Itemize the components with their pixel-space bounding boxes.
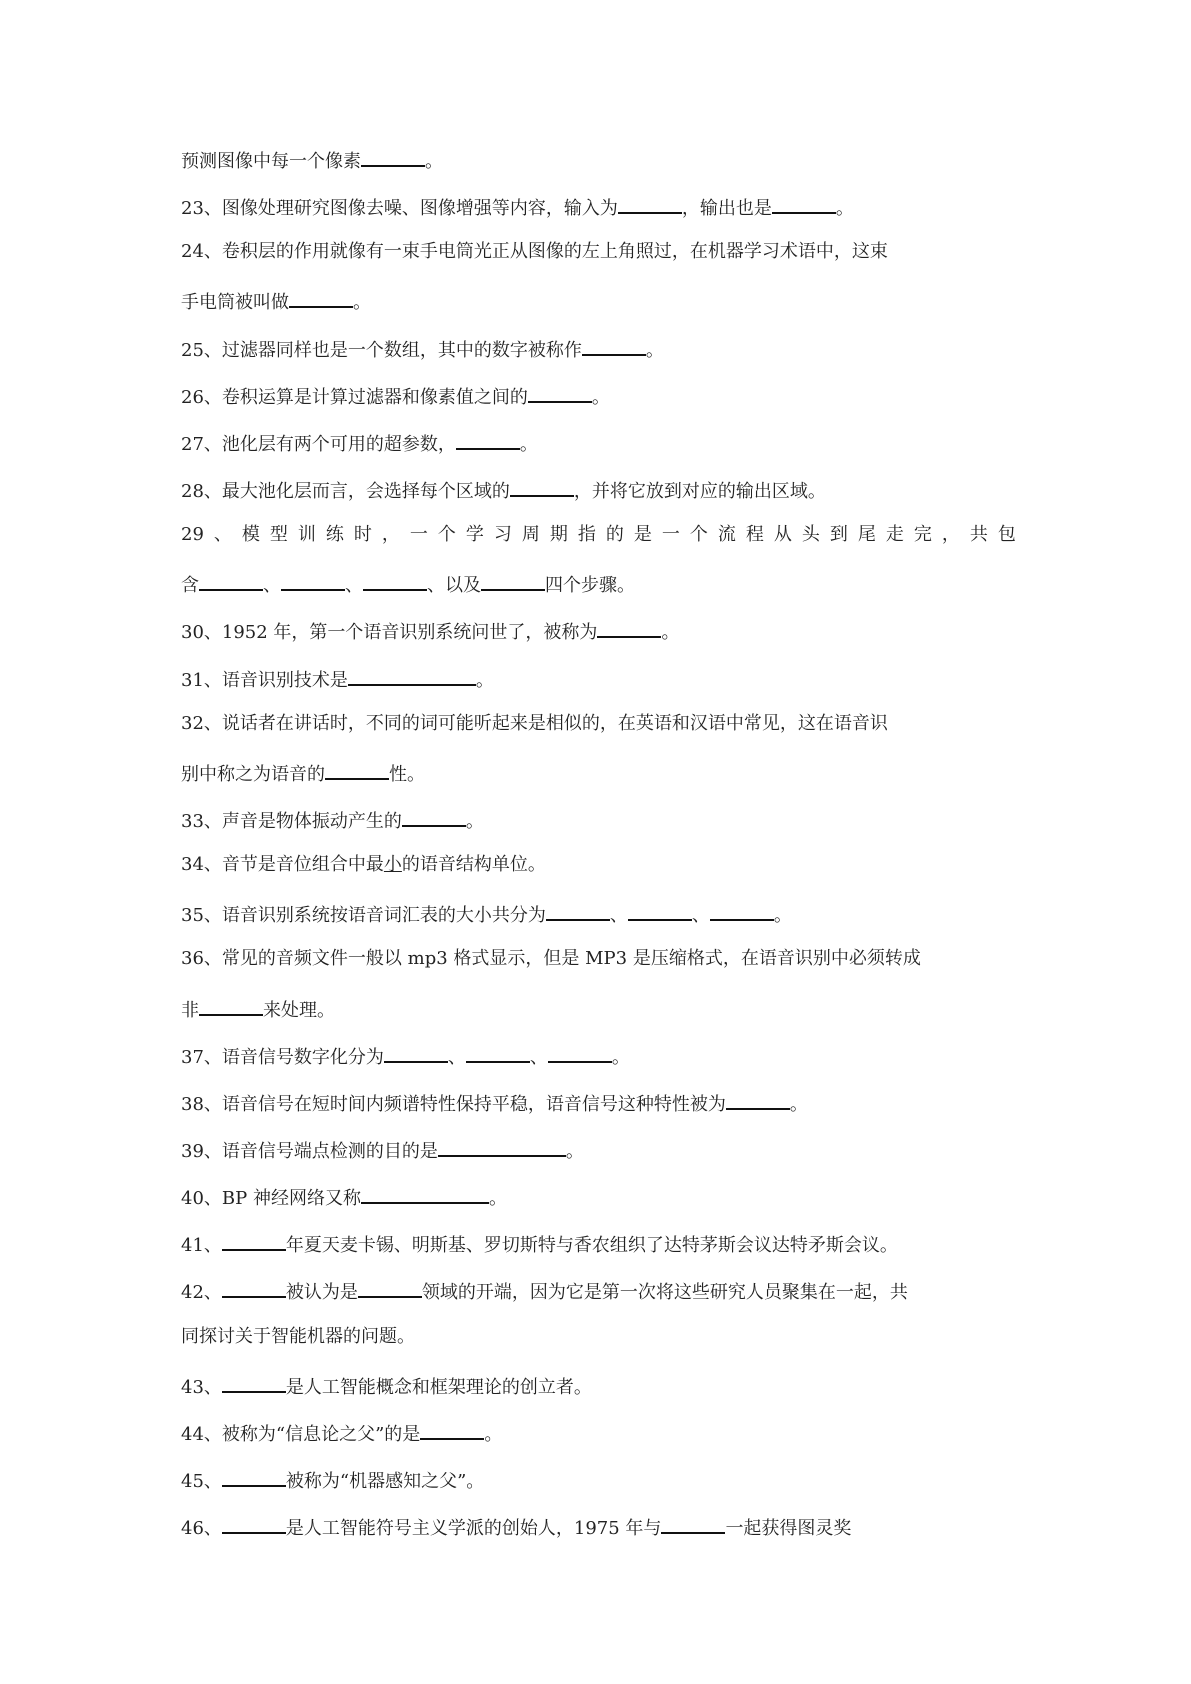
text-line [181, 807, 1016, 854]
text-segment: 。 [353, 292, 371, 314]
text-segment: 个 [437, 524, 456, 546]
text-segment: 33、声音是物体振动产生的 [181, 810, 402, 832]
text-segment: 。 [789, 1093, 808, 1115]
text-segment: 习 [493, 524, 512, 546]
text-segment: 42、 [181, 1282, 222, 1304]
text-segment: 一起获得图灵奖 [725, 1518, 852, 1540]
text-line [181, 241, 1016, 288]
text-line [181, 524, 1016, 571]
text-segment: 模 [241, 524, 260, 546]
text-segment: 是人工智能符号主义学派的创始人，1975 年与 [285, 1518, 662, 1540]
fill-in-blank [466, 1043, 530, 1063]
text-line [181, 288, 1016, 335]
text-line [181, 666, 1016, 713]
text-segment: 流 [717, 524, 736, 546]
text-segment: 。 [835, 198, 854, 220]
fill-in-blank [348, 666, 476, 686]
text-line [181, 948, 1016, 995]
text-segment: 、 [213, 524, 232, 546]
text-segment: 别中称之为语音的 [181, 763, 325, 785]
text-segment: 训 [297, 524, 316, 546]
text-line [181, 854, 1016, 901]
fill-in-blank [361, 1184, 489, 1204]
text-segment: 24、卷积层的作用就像有一束手电筒光正从图像的左上角照过，在机器学习术语中，这束 [181, 241, 888, 263]
text-segment: ， [381, 524, 400, 546]
text-segment: 。 [475, 669, 494, 691]
text-segment: 。 [519, 433, 538, 455]
fill-in-blank [361, 147, 425, 167]
text-segment: 。 [645, 339, 664, 361]
text-segment: 的 [605, 524, 624, 546]
text-line [181, 713, 1016, 760]
text-segment: 38、语音信号在短时间内频谱特性保持平稳，语音信号这种特性被为 [181, 1093, 726, 1115]
text-segment: 36、常见的音频文件一般以 mp3 格式显示，但是 MP3 是压缩格式，在语音识别中必须转成 [181, 948, 921, 970]
text-segment: 27、池化层有两个可用的超参数， [181, 433, 456, 455]
text-segment: 、 [691, 905, 710, 927]
text-line [181, 1467, 1016, 1514]
fill-in-blank [402, 807, 466, 827]
text-segment: 。 [484, 1423, 503, 1445]
text-line [181, 477, 1016, 524]
text-segment: 。 [465, 810, 484, 832]
text-segment: 23、图像处理研究图像去噪、图像增强等内容，输入为 [181, 198, 618, 220]
fill-in-blank [363, 571, 427, 591]
document-page [181, 147, 1016, 1561]
underlined-text: 小 [383, 854, 402, 876]
text-segment: 、 [609, 905, 628, 927]
text-line [181, 1278, 1016, 1325]
text-segment: 46、 [181, 1518, 222, 1540]
text-line [181, 618, 1016, 665]
text-segment: 。 [565, 1140, 584, 1162]
fill-in-blank [289, 288, 353, 308]
text-line [181, 571, 1016, 618]
fill-in-blank [726, 1090, 790, 1110]
text-segment: 学 [465, 524, 484, 546]
text-segment: 、 [263, 575, 281, 597]
fill-in-blank [420, 1420, 484, 1440]
text-segment: 。 [773, 905, 792, 927]
text-line [181, 760, 1016, 807]
text-segment: 个 [689, 524, 708, 546]
text-segment: 。 [488, 1188, 507, 1210]
text-segment: 期 [549, 524, 568, 546]
text-line [181, 147, 1016, 194]
text-segment: 、以及 [427, 575, 481, 597]
text-segment: 。 [611, 1046, 630, 1068]
text-line [181, 336, 1016, 383]
text-segment: 时 [353, 524, 372, 546]
text-segment: 32、说话者在讲话时，不同的词可能听起来是相似的，在英语和汉语中常见，这在语音识 [181, 712, 888, 734]
fill-in-blank [456, 430, 520, 450]
fill-in-blank [281, 571, 345, 591]
fill-in-blank [628, 901, 692, 921]
text-line [181, 1137, 1016, 1184]
fill-in-blank [548, 1043, 612, 1063]
fill-in-blank [325, 760, 389, 780]
fill-in-blank [199, 571, 263, 591]
text-segment: ，输出也是 [681, 198, 772, 220]
fill-in-blank [582, 336, 646, 356]
fill-in-blank [528, 383, 592, 403]
text-line [181, 996, 1016, 1043]
text-segment: 35、语音识别系统按语音词汇表的大小共分为 [181, 905, 546, 927]
fill-in-blank [384, 1043, 448, 1063]
text-line [181, 1043, 1016, 1090]
text-segment: 是人工智能概念和框架理论的创立者。 [285, 1376, 592, 1398]
text-segment: 37、语音信号数字化分为 [181, 1046, 384, 1068]
text-segment: 25、过滤器同样也是一个数组，其中的数字被称作 [181, 339, 582, 361]
text-segment: 的语音结构单位。 [401, 854, 546, 876]
text-segment: 29 [181, 524, 204, 546]
text-segment: 41、 [181, 1235, 222, 1257]
text-segment: ， [941, 524, 960, 546]
fill-in-blank [597, 618, 661, 638]
text-segment: 。 [425, 151, 443, 172]
text-segment: 领域的开端，因为它是第一次将这些研究人员聚集在一起，共 [421, 1282, 908, 1304]
text-segment: 尾 [857, 524, 876, 546]
text-segment: 一 [661, 524, 680, 546]
text-segment: 。 [591, 386, 610, 408]
fill-in-blank [222, 1514, 286, 1534]
text-segment: 头 [801, 524, 820, 546]
text-line [181, 430, 1016, 477]
text-segment: 43、 [181, 1376, 222, 1398]
fill-in-blank [222, 1278, 286, 1298]
text-line [181, 194, 1016, 241]
text-segment: 28、最大池化层而言，会选择每个区域的 [181, 480, 510, 502]
text-line [181, 1184, 1016, 1231]
text-line [181, 1090, 1016, 1137]
text-segment: 性。 [389, 763, 425, 785]
text-segment: 31、语音识别技术是 [181, 669, 348, 691]
fill-in-blank [618, 194, 682, 214]
fill-in-blank [438, 1137, 566, 1157]
text-segment: 、 [529, 1046, 548, 1068]
text-line [181, 1373, 1016, 1420]
fill-in-blank [546, 901, 610, 921]
text-segment: 指 [577, 524, 596, 546]
text-segment: 44、被称为“信息论之父”的是 [181, 1423, 421, 1445]
text-segment: 走 [885, 524, 904, 546]
text-segment: 预测图像中每一个像素 [181, 151, 361, 172]
fill-in-blank [661, 1514, 725, 1534]
text-line [181, 1420, 1016, 1467]
text-segment: 包 [997, 524, 1016, 546]
fill-in-blank [710, 901, 774, 921]
text-segment: 是 [633, 524, 652, 546]
text-segment: 45、 [181, 1470, 222, 1492]
text-segment: 40、BP 神经网络又称 [181, 1188, 361, 1210]
text-segment: 。 [661, 622, 680, 644]
fill-in-blank [222, 1467, 286, 1487]
text-line [181, 1326, 1016, 1373]
text-segment: 周 [521, 524, 540, 546]
text-segment: 一 [409, 524, 428, 546]
fill-in-blank [772, 194, 836, 214]
text-segment: 共 [969, 524, 988, 546]
text-segment: 从 [773, 524, 792, 546]
text-line [181, 383, 1016, 430]
text-segment: 完 [913, 524, 932, 546]
text-segment: 型 [269, 524, 288, 546]
text-segment: 、 [447, 1046, 466, 1068]
text-segment: 被称为“机器感知之父”。 [285, 1470, 485, 1492]
text-segment: 34、音节是音位组合中最 [181, 854, 384, 876]
text-line [181, 1514, 1016, 1561]
fill-in-blank [481, 571, 545, 591]
text-segment: 同探讨关于智能机器的问题。 [181, 1325, 415, 1347]
text-segment: 来处理。 [263, 999, 335, 1021]
text-segment: 到 [829, 524, 848, 546]
text-line [181, 1231, 1016, 1278]
text-segment: 程 [745, 524, 764, 546]
fill-in-blank [222, 1373, 286, 1393]
text-segment: 39、语音信号端点检测的目的是 [181, 1140, 438, 1162]
text-segment: 手电筒被叫做 [181, 292, 289, 314]
text-segment: 练 [325, 524, 344, 546]
text-segment: ，并将它放到对应的输出区域。 [573, 480, 826, 502]
text-segment: 年夏天麦卡锡、明斯基、罗切斯特与香农组织了达特茅斯会议达特矛斯会议。 [285, 1235, 898, 1257]
text-segment: 被认为是 [285, 1282, 358, 1304]
text-segment: 四个步骤。 [545, 575, 635, 597]
text-segment: 含 [181, 575, 199, 597]
fill-in-blank [199, 996, 263, 1016]
fill-in-blank [222, 1231, 286, 1251]
fill-in-blank [510, 477, 574, 497]
fill-in-blank [358, 1278, 422, 1298]
text-segment: 30、1952 年，第一个语音识别系统问世了，被称为 [181, 622, 598, 644]
text-segment: 非 [181, 999, 199, 1021]
text-segment: 、 [345, 575, 363, 597]
text-segment: 26、卷积运算是计算过滤器和像素值之间的 [181, 386, 528, 408]
text-line [181, 901, 1016, 948]
